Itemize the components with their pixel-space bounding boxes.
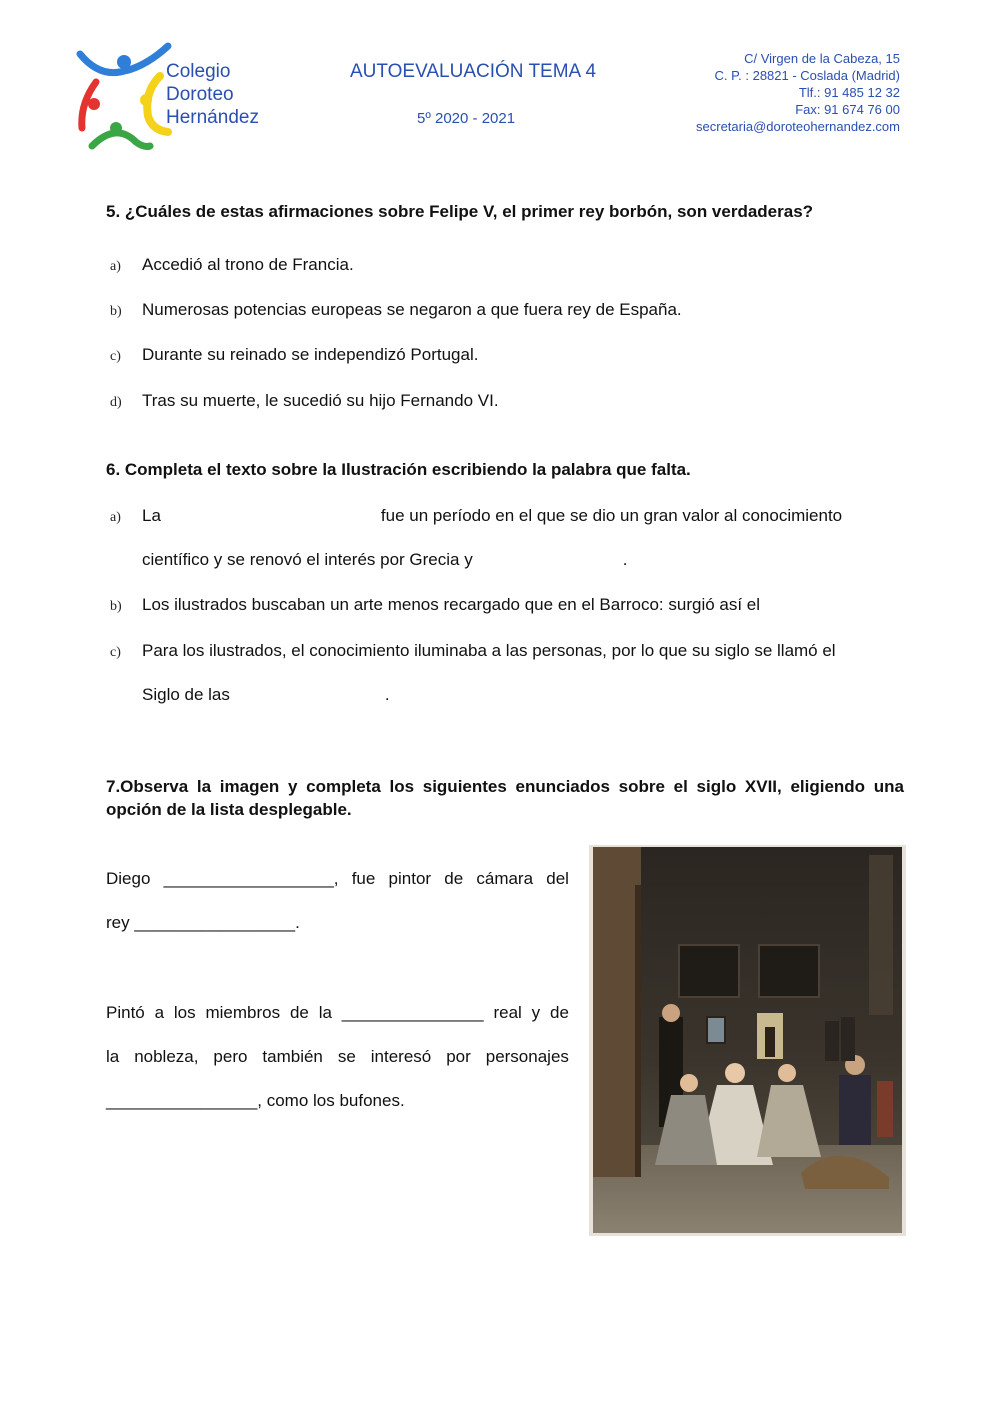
word: nobleza, [134, 1047, 199, 1066]
address-line: C. P. : 28821 - Coslada (Madrid) [714, 68, 900, 83]
logo-blue-head [117, 55, 131, 69]
item-marker: c) [110, 645, 121, 660]
item-text: científico y se renovó el interés por Grecia y [142, 550, 473, 569]
painting-background-figure [841, 1017, 855, 1061]
option-text: Numerosas potencias europeas se negaron a que fuera rey de España. [142, 300, 682, 319]
address-line: C/ Virgen de la Cabeza, 15 [744, 51, 900, 66]
option-text: Tras su muerte, le sucedió su hijo Fernando VI. [142, 391, 499, 410]
q7-sentence-1-line2[interactable]: rey _________________. [106, 913, 300, 932]
word: de [444, 869, 464, 888]
sentence-line [106, 1046, 569, 1068]
logo-green-head [110, 122, 122, 134]
word: cámara [476, 869, 534, 888]
word: la [318, 1003, 332, 1022]
school-year: 5º 2020 - 2021 [417, 110, 516, 127]
item-text: fue un período en el que se dio un gran valor al conocimiento [380, 506, 843, 525]
word: de [289, 1003, 309, 1022]
option-marker: a) [110, 259, 121, 274]
school-name-line: Colegio [166, 61, 231, 82]
item-marker: b) [110, 599, 122, 614]
logo-yellow-head [140, 94, 152, 106]
question-7-title: 7.Observa la imagen y completa los siguientes enunciados sobre el siglo XVII, eligiendo una opción de la lista desplegable. [106, 777, 904, 819]
sentence-line [106, 1002, 569, 1024]
painting-dwarf-figure [839, 1075, 871, 1145]
word: del [546, 869, 569, 888]
question-5-title: 5. ¿Cuáles de estas afirmaciones sobre Felipe V, el primer rey borbón, son verdaderas? [106, 202, 814, 221]
word: a [154, 1003, 165, 1022]
word: de [550, 1003, 569, 1022]
painting-wall-frame [679, 945, 739, 997]
painting-easel-canvas [593, 847, 641, 1177]
option-text: Accedió al trono de Francia. [142, 255, 354, 274]
dropdown-blank[interactable]: __________________, [163, 869, 339, 888]
logo-green-arm [92, 133, 150, 147]
painting-infanta-head [725, 1063, 745, 1083]
word: miembros [205, 1003, 281, 1022]
painting-mirror [707, 1017, 725, 1043]
blank-input-q6c[interactable] [230, 684, 385, 706]
painting-boy-figure [877, 1081, 893, 1137]
fax-line: Fax: 91 674 76 00 [795, 102, 900, 117]
word: los [173, 1003, 196, 1022]
item-text: Siglo de las [142, 685, 230, 704]
word: fue [351, 869, 376, 888]
blank-input-q6a-1[interactable] [161, 505, 381, 527]
painting-menina-right-head [778, 1064, 796, 1082]
q7-sentence-1 [106, 868, 569, 890]
painting-easel-edge [635, 885, 641, 1177]
word: personajes [485, 1047, 569, 1066]
blank-input-q6a-2[interactable] [473, 549, 623, 571]
las-meninas-painting [589, 845, 906, 1236]
email-line[interactable]: secretaria@doroteohernandez.com [696, 119, 900, 134]
item-text: Para los ilustrados, el conocimiento iluminaba a las personas, por lo que su siglo se llamó el [142, 641, 836, 660]
word: pintor [388, 869, 432, 888]
word: se [337, 1047, 356, 1066]
school-logo [76, 42, 176, 150]
item-text: La [142, 506, 161, 525]
word: Diego [106, 869, 151, 888]
item-marker: a) [110, 510, 121, 525]
painting-wall-frame [759, 945, 819, 997]
option-text: Durante su reinado se independizó Portugal. [142, 345, 479, 364]
painting-window-light [869, 855, 893, 1015]
option-marker: b) [110, 304, 122, 319]
item-text: . [384, 685, 390, 704]
school-name-line: Hernández [166, 107, 259, 128]
option-marker: c) [110, 349, 121, 364]
painting-door-figure [765, 1027, 775, 1057]
painting-menina-left-head [680, 1074, 698, 1092]
painting-background-figure [825, 1021, 839, 1061]
document-title: AUTOEVALUACIÓN TEMA 4 [350, 61, 597, 82]
q7-sentence-2-line3[interactable]: ________________, como los bufones. [106, 1091, 405, 1110]
option-marker: d) [110, 395, 122, 410]
logo-red-head [88, 98, 100, 110]
item-text: . [622, 550, 628, 569]
q7-sentence-2 [106, 1002, 569, 1024]
question-6-title: 6. Completa el texto sobre la Ilustración escribiendo la palabra que falta. [106, 460, 691, 479]
item-text: Los ilustrados buscaban un arte menos recargado que en el Barroco: surgió así el [142, 595, 761, 614]
q7-sentence-2-line2 [106, 1046, 569, 1068]
word: real [493, 1003, 522, 1022]
word: pero [213, 1047, 248, 1066]
school-name-line: Doroteo [166, 84, 234, 105]
phone-line: Tlf.: 91 485 12 32 [798, 85, 900, 100]
word: la [106, 1047, 120, 1066]
word: también [262, 1047, 323, 1066]
painting-painter-head [662, 1004, 680, 1022]
sentence-line [106, 868, 569, 890]
word: Pintó [106, 1003, 145, 1022]
word: por [446, 1047, 471, 1066]
word: y [531, 1003, 541, 1022]
dropdown-blank[interactable]: _______________ [341, 1003, 484, 1022]
word: interesó [370, 1047, 432, 1066]
